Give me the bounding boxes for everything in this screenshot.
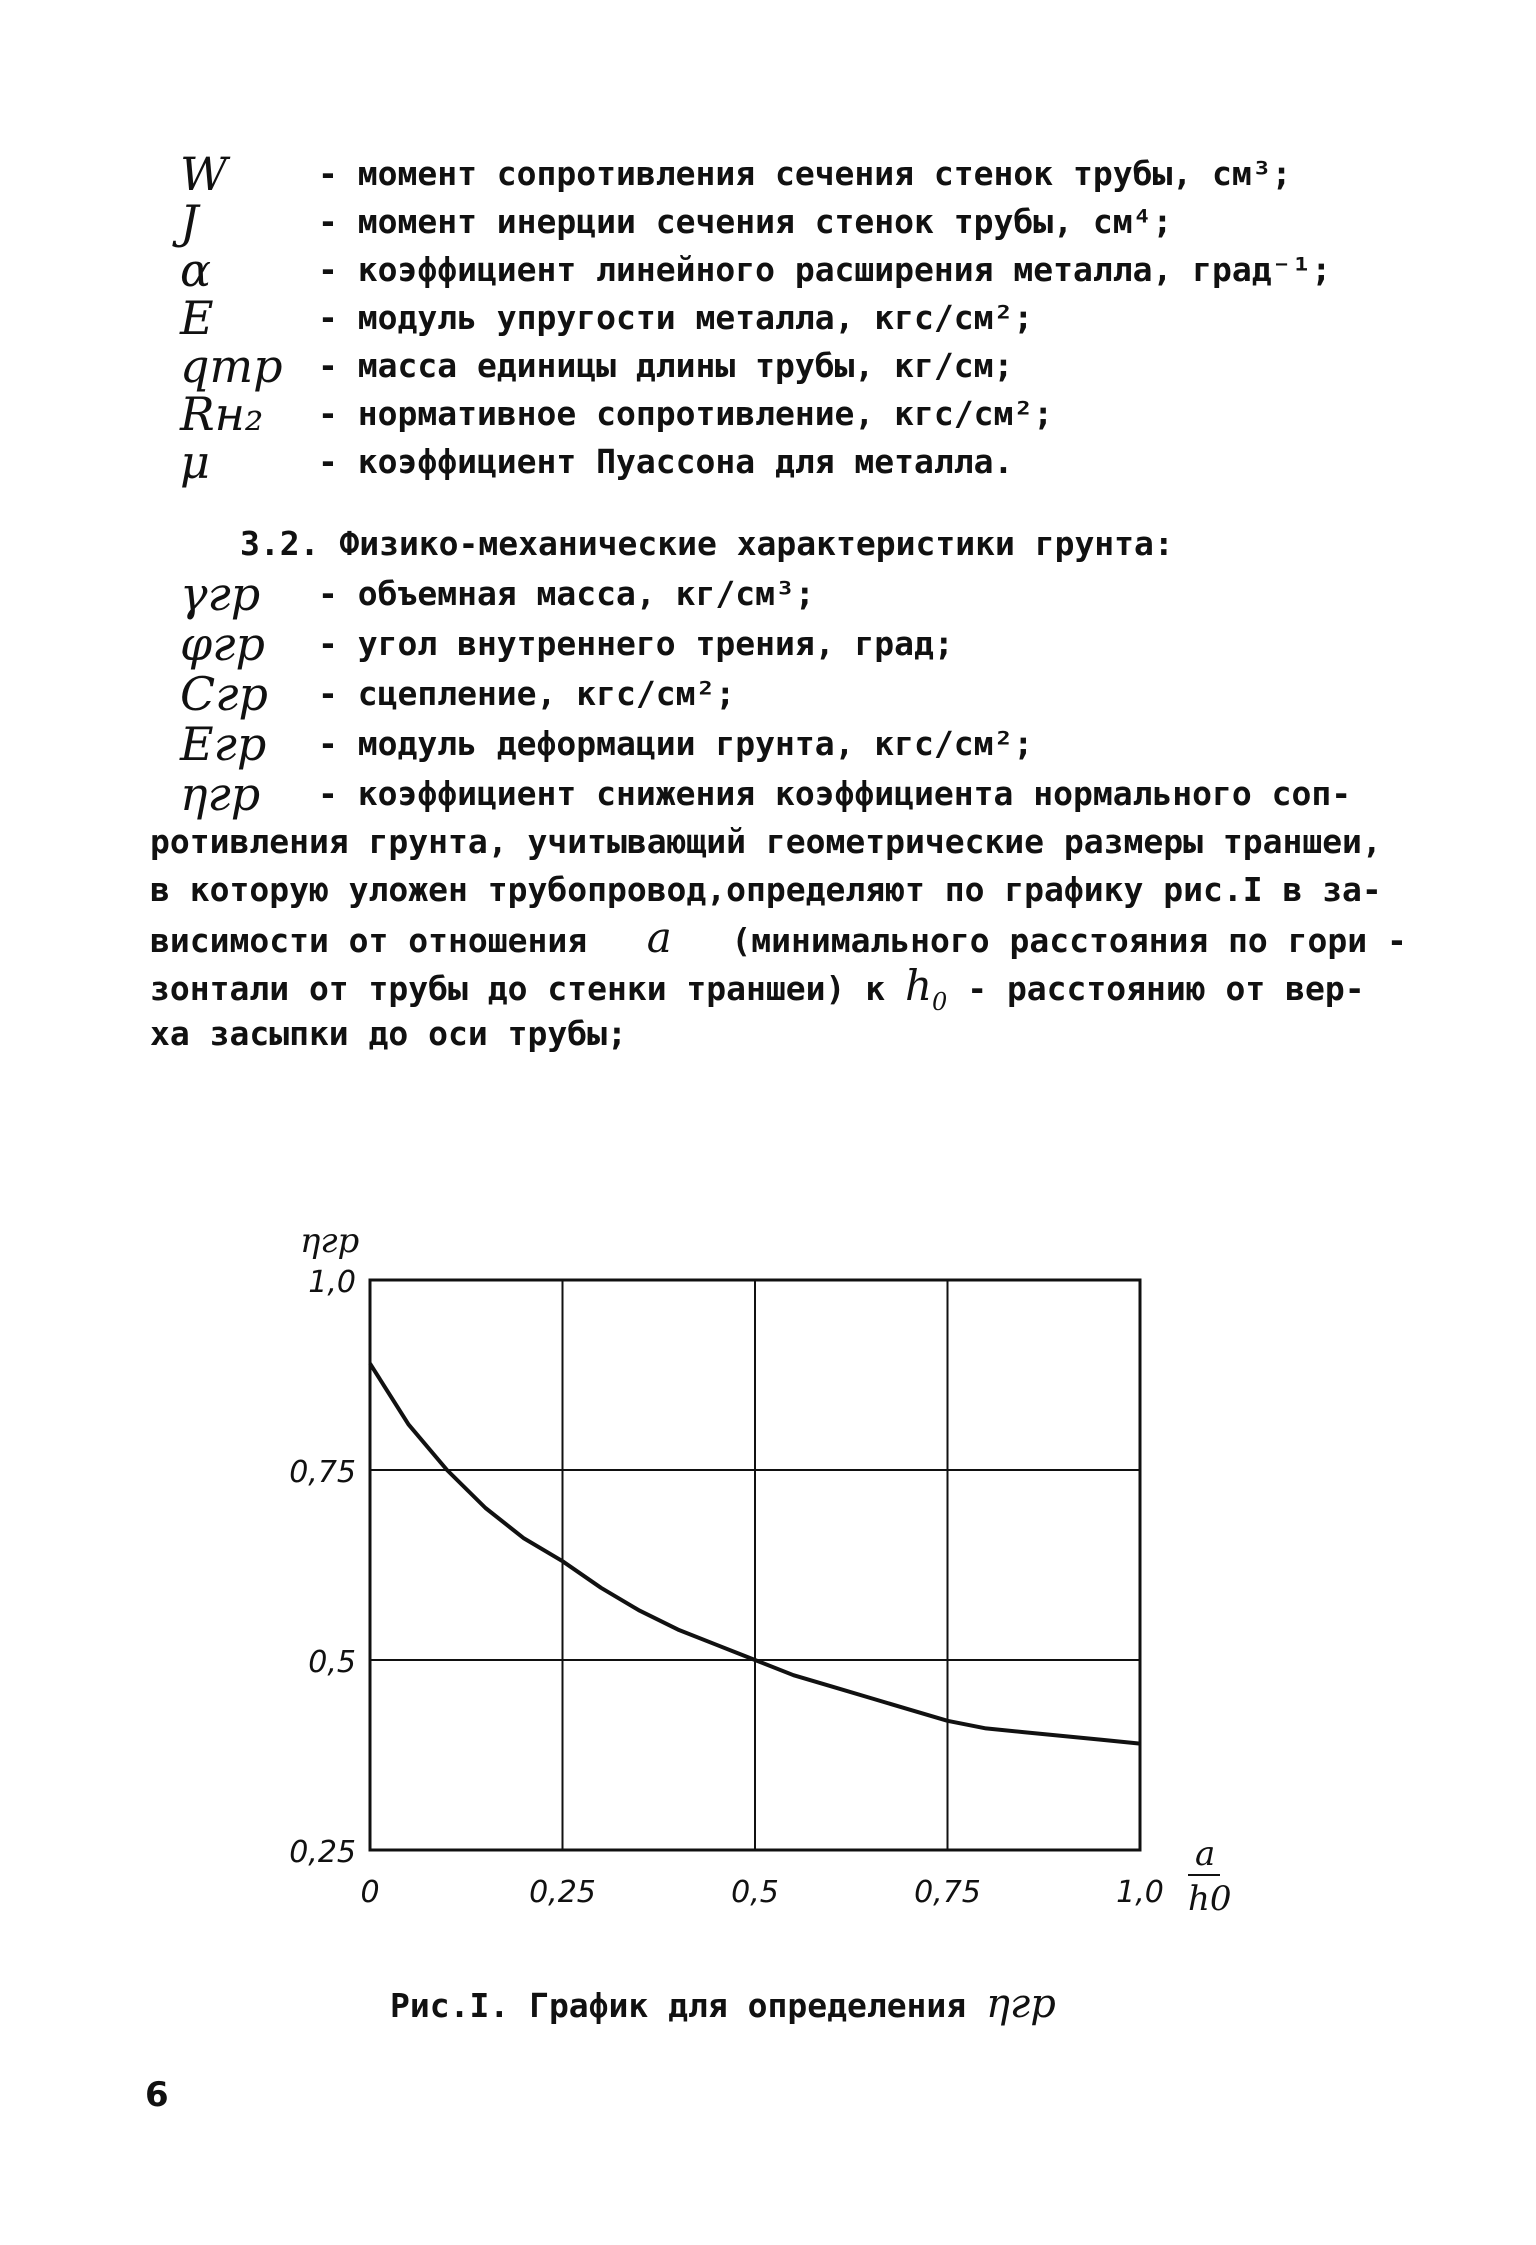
- definition-text: - коэффициент линейного расширения металла, град⁻¹;: [318, 250, 1332, 289]
- symbol-E-gr: Eгр: [180, 717, 267, 771]
- symbol-eta-gr: ηгр: [180, 767, 261, 821]
- paragraph-text: (минимального расстояния по гори -: [731, 921, 1407, 960]
- definition-row: [150, 767, 1430, 821]
- x-tick-label: 0,75: [914, 1875, 981, 1910]
- definition-row: [150, 617, 1430, 671]
- symbol-W: W: [180, 147, 228, 201]
- symbol-alpha: α: [180, 243, 212, 297]
- definition-text: - сцепление, кгс/см²;: [318, 674, 736, 713]
- x-axis-label-numerator: a: [1195, 1834, 1216, 1874]
- chart-tick-labels: [289, 1265, 1164, 1910]
- symbol-R-n: Rн₂: [180, 387, 264, 441]
- definition-text: - модуль упругости металла, кгс/см²;: [318, 298, 1034, 337]
- symbol-E: E: [180, 291, 214, 345]
- symbol-C-gr: Cгр: [180, 667, 268, 721]
- definition-row: [150, 667, 1430, 721]
- paragraph-line: ротивления грунта, учитывающий геометрические размеры траншеи,: [150, 822, 1382, 861]
- y-tick-label: 0,5: [308, 1645, 356, 1680]
- definition-text: - момент инерции сечения стенок трубы, см⁴;: [318, 202, 1173, 241]
- symbol-h0: [904, 961, 948, 1016]
- caption-text: Рис.I. График для определения: [390, 1986, 967, 2025]
- definition-text: - коэффициент Пуассона для металла.: [318, 442, 1014, 481]
- symbol-h-subscript: 0: [932, 988, 948, 1016]
- paragraph-text: висимости от отношения: [150, 921, 588, 960]
- symbol-phi-gr: φгр: [180, 617, 265, 671]
- x-axis-label-denominator: h0: [1188, 1879, 1232, 1919]
- caption-symbol: ηгр: [986, 1981, 1056, 2027]
- section-heading: 3.2. Физико-механические характеристики грунта:: [240, 524, 1174, 563]
- paragraph-line: ха засыпки до оси трубы;: [150, 1014, 627, 1053]
- x-tick-label: 0,5: [731, 1875, 779, 1910]
- page-number: 6: [145, 2075, 169, 2115]
- y-tick-label: 0,75: [289, 1455, 356, 1490]
- definition-text: - масса единицы длины трубы, кг/см;: [318, 346, 1014, 385]
- symbol-q-tr: qтр: [180, 339, 283, 393]
- definition-text: - объемная масса, кг/см³;: [318, 574, 815, 613]
- definition-row: [150, 717, 1430, 771]
- definition-text: - коэффициент снижения коэффициента нормального соп-: [318, 774, 1352, 813]
- paragraph-line: в которую уложен трубопровод,определяют по графику рис.I в за-: [150, 870, 1382, 909]
- figure-caption: [390, 1980, 1056, 2030]
- definition-row: [150, 291, 1430, 345]
- definition-row: [150, 435, 1430, 489]
- chart-grid: [370, 1280, 1140, 1850]
- symbol-h: h: [904, 961, 933, 1010]
- definition-row: [150, 243, 1430, 297]
- y-tick-label: 0,25: [289, 1835, 356, 1870]
- paragraph-text: - расстоянию от вер-: [967, 969, 1365, 1008]
- definition-row: [150, 195, 1430, 249]
- symbol-J: J: [180, 195, 199, 249]
- definition-text: - угол внутреннего трения, град;: [318, 624, 954, 663]
- definition-row: [150, 147, 1430, 201]
- paragraph-line: [150, 914, 1407, 965]
- definition-text: - нормативное сопротивление, кгс/см²;: [318, 394, 1054, 433]
- symbol-gamma-gr: γгр: [180, 567, 261, 621]
- y-tick-label: 1,0: [308, 1265, 356, 1300]
- x-tick-label: 0: [360, 1875, 380, 1910]
- definition-row: [150, 339, 1430, 393]
- paragraph-text: зонтали от трубы до стенки траншеи) к: [150, 969, 886, 1008]
- symbol-a: a: [646, 913, 672, 962]
- definition-row: [150, 567, 1430, 621]
- x-tick-label: 0,25: [529, 1875, 596, 1910]
- definition-text: - момент сопротивления сечения стенок трубы, см³;: [318, 154, 1292, 193]
- x-tick-label: 1,0: [1116, 1875, 1164, 1910]
- symbol-mu: μ: [180, 435, 210, 489]
- definition-text: - модуль деформации грунта, кгс/см²;: [318, 724, 1034, 763]
- definition-row: [150, 387, 1430, 441]
- eta-chart: [270, 1210, 1250, 1930]
- y-axis-label: ηгр: [300, 1221, 360, 1261]
